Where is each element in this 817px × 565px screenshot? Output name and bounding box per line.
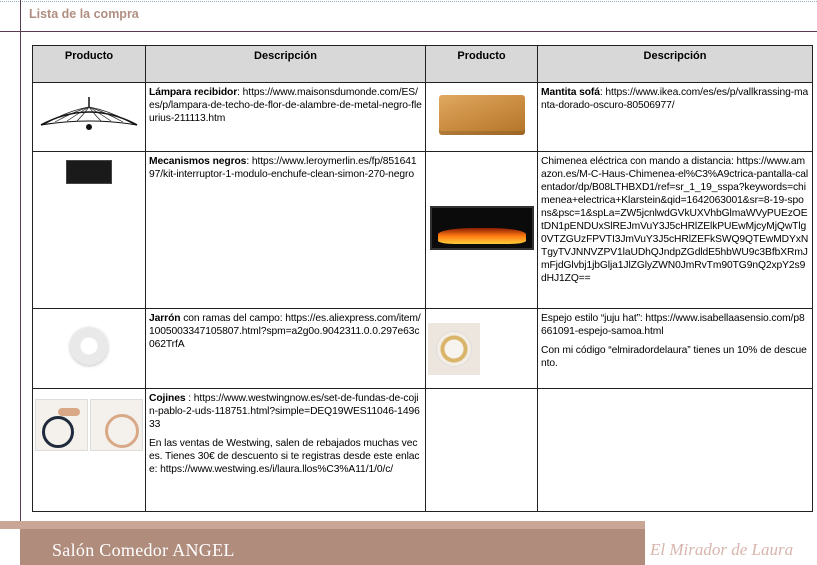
header-rule	[0, 31, 817, 32]
product-link-text[interactable]: : https://www.maisonsdumonde.com/ES/es/p/lampara-de-techo-de-flor-de-alambre-de-metal-negro-fleurius-211113.htm	[149, 87, 422, 124]
footer-title: Salón Comedor ANGEL	[52, 540, 235, 560]
header-product-1: Producto	[33, 46, 146, 83]
product-link-text[interactable]: : https://www.ikea.com/es/es/p/vallkrassing-manta-dorado-oscuro-80506977/	[541, 87, 809, 111]
product-image-cell	[426, 83, 538, 152]
blanket-image	[439, 95, 525, 135]
product-image-cell	[33, 309, 146, 389]
header-description-2: Descripción	[538, 46, 813, 83]
product-link-text[interactable]: : https://www.leroymerlin.es/fp/85164197/kit-interruptor-1-modulo-enchufe-clean-simon-270-negro	[149, 156, 417, 180]
discount-note: Con mi código “elmiradordelaura” tienes un 10% de descuento.	[541, 345, 807, 369]
fireplace-image	[430, 206, 534, 250]
vase-image	[70, 327, 108, 365]
product-image-cell	[426, 309, 538, 389]
section-title: Lista de la compra	[29, 7, 139, 21]
product-name: Mecanismos negros	[149, 156, 247, 167]
mirror-shape	[437, 332, 471, 366]
product-image-cell	[33, 389, 146, 512]
top-dotted-rule	[0, 1, 817, 2]
discount-note: En las ventas de Westwing, salen de rebajados muchas veces. Tienes 30€ de descuento si te registras desde este enlace: https://www.westwing.es/i/laura.llos%C3%A11/1/0/c/	[149, 438, 420, 475]
product-description	[146, 389, 426, 512]
product-name: Lámpara recibidor	[149, 87, 238, 98]
product-name: Jarrón	[149, 313, 181, 324]
product-description	[146, 309, 426, 389]
product-description	[146, 83, 426, 152]
switch-image	[66, 160, 112, 184]
table-row	[33, 83, 813, 152]
product-description	[538, 152, 813, 309]
product-link-text[interactable]: Espejo estilo “juju hat”: https://www.isabellaasensio.com/p8661091-espejo-samoa.html	[541, 313, 805, 337]
lamp-image	[37, 95, 141, 135]
product-link-text[interactable]: Chimenea eléctrica con mando a distancia: https://www.amazon.es/M-C-Haus-Chimenea-el%C3%A9ctrica-pantalla-calentador/dp/B08LTHBXD1/ref=sr_1_19_sspa?keywords=chimenea+electrica+Klarstein&qid=1642063001&sr=8-19-spons&psc=1&spLa=ZW5jcnlwdGVkUXVhbGlmaWVyPUEzOEtDN1pENDUxSlREJmVuY3J5cHRlZElkPUEwMjcyMjQwTlg0VTZGUzFPVTI3JmVuY3J5cHRlZEFkSWQ9QTEwMDYxNTgyTVJNNVZPV1laUDhQJndpZGdldE5hbWU9c3BfbXRmJmFjdGlvbj1jbGlja1JlZGlyZWN0JmRvTm90TG9nQ2xpY2s9dHJ1ZQ==	[541, 156, 809, 284]
product-description	[538, 309, 813, 389]
product-image-cell	[33, 83, 146, 152]
cushion-shape	[35, 399, 88, 451]
fireplace-flame	[438, 228, 526, 244]
cushions-image	[35, 399, 143, 451]
table-row	[33, 389, 813, 512]
shopping-list-table	[32, 45, 813, 512]
footer-band	[0, 521, 645, 529]
table-header-row	[33, 46, 813, 83]
empty-image-cell	[426, 389, 538, 512]
cushion-shape	[90, 399, 143, 451]
mirror-image	[428, 323, 480, 375]
product-description	[538, 83, 813, 152]
product-link-text[interactable]: con ramas del campo: https://es.aliexpress.com/item/1005003347105807.html?spm=a2g0o.9042311.0.0.297e63c062TrfA	[149, 313, 421, 350]
header-description-1: Descripción	[146, 46, 426, 83]
empty-description-cell	[538, 389, 813, 512]
header-product-2: Producto	[426, 46, 538, 83]
left-margin-rule	[20, 0, 21, 565]
product-description	[146, 152, 426, 309]
product-link-text[interactable]: : https://www.westwingnow.es/set-de-fundas-de-cojin-pablo-2-uds-118751.html?simple=DEQ19WES11046-149633	[149, 393, 420, 430]
table-row	[33, 152, 813, 309]
footer-signature: El Mirador de Laura	[650, 540, 794, 559]
product-image-cell	[33, 152, 146, 309]
product-image-cell	[426, 152, 538, 309]
table-row	[33, 309, 813, 389]
product-name: Mantita sofá	[541, 87, 600, 98]
product-name: Cojines	[149, 393, 186, 404]
